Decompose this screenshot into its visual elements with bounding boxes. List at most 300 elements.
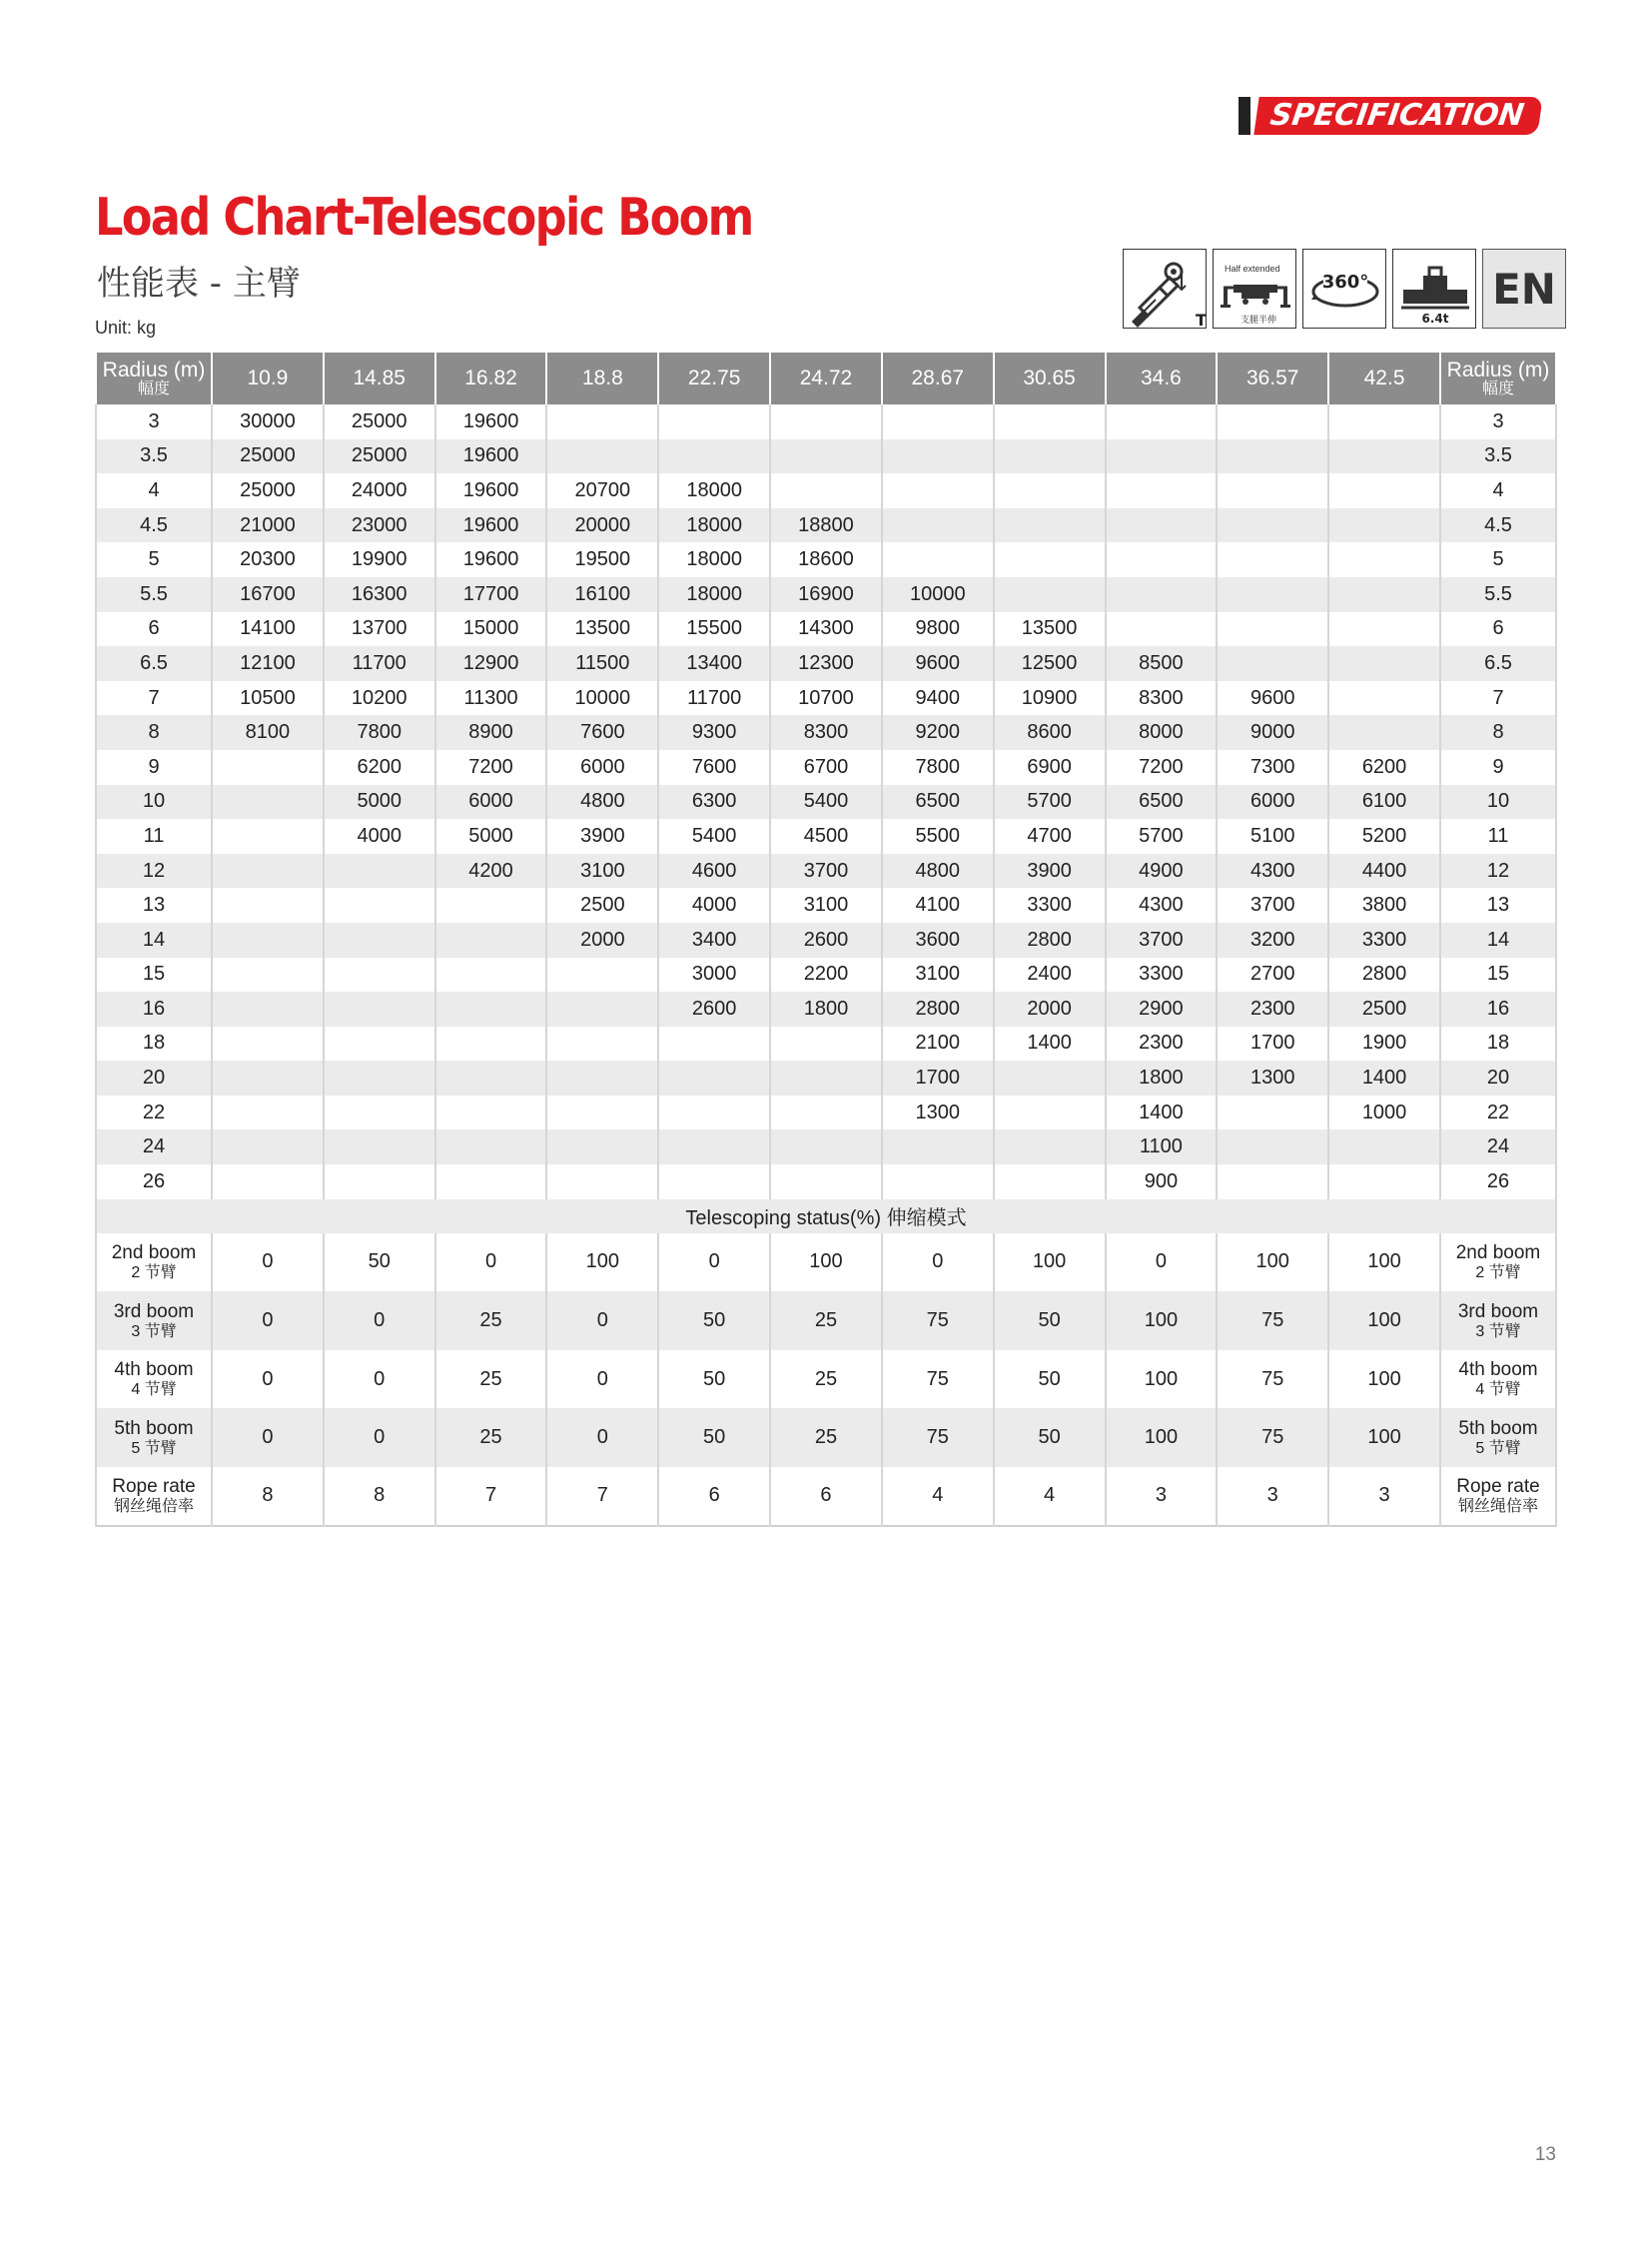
load-cell bbox=[770, 1096, 882, 1130]
load-cell bbox=[994, 473, 1106, 508]
radius-cell: 8 bbox=[96, 715, 212, 750]
radius-cell-right: 5.5 bbox=[1440, 577, 1556, 612]
load-cell bbox=[994, 1164, 1106, 1199]
radius-cell: 9 bbox=[96, 750, 212, 785]
load-cell: 5700 bbox=[994, 785, 1106, 820]
load-cell: 1800 bbox=[770, 992, 882, 1027]
radius-cell-right: 9 bbox=[1440, 750, 1556, 785]
load-cell bbox=[994, 404, 1106, 439]
telescoping-cell: 100 bbox=[1217, 1233, 1328, 1292]
radius-cell: 7 bbox=[96, 681, 212, 716]
load-cell: 8600 bbox=[994, 715, 1106, 750]
telescoping-cell: 75 bbox=[882, 1291, 994, 1350]
radius-cell-right: 6.5 bbox=[1440, 646, 1556, 681]
load-cell: 13700 bbox=[324, 612, 435, 647]
radius-cell-right: 3 bbox=[1440, 404, 1556, 439]
load-cell bbox=[1328, 646, 1440, 681]
load-cell: 6000 bbox=[1217, 785, 1328, 820]
load-cell: 17700 bbox=[435, 577, 547, 612]
load-cell: 4800 bbox=[546, 785, 658, 820]
load-cell: 11700 bbox=[324, 646, 435, 681]
load-cell bbox=[435, 888, 547, 923]
load-cell bbox=[770, 404, 882, 439]
telescoping-cell: 0 bbox=[546, 1350, 658, 1409]
radius-cell-right: 20 bbox=[1440, 1061, 1556, 1096]
radius-cell: 12 bbox=[96, 854, 212, 889]
load-cell bbox=[658, 1096, 770, 1130]
telescoping-cell: 3 bbox=[1328, 1467, 1440, 1526]
telescoping-cell: 25 bbox=[435, 1350, 547, 1409]
unit-label: Unit: kg bbox=[95, 318, 157, 338]
telescoping-label-right: 4th boom 4 节臂 bbox=[1440, 1350, 1556, 1409]
telescoping-cell: 4 bbox=[994, 1467, 1106, 1526]
telescoping-cell: 0 bbox=[435, 1233, 547, 1292]
table-row bbox=[96, 923, 1556, 958]
telescoping-label-right: 2nd boom 2 节臂 bbox=[1440, 1233, 1556, 1292]
load-cell: 5100 bbox=[1217, 819, 1328, 854]
load-cell: 8000 bbox=[1106, 715, 1218, 750]
load-cell bbox=[770, 1061, 882, 1096]
boom-length-header: 36.57 bbox=[1217, 353, 1328, 404]
load-cell: 18000 bbox=[658, 473, 770, 508]
load-cell: 3300 bbox=[1328, 923, 1440, 958]
load-cell bbox=[1106, 508, 1218, 543]
load-cell: 5500 bbox=[882, 819, 994, 854]
load-cell: 1100 bbox=[1106, 1129, 1218, 1164]
telescoping-cell: 0 bbox=[212, 1291, 324, 1350]
load-cell bbox=[212, 1164, 324, 1199]
table-header-row bbox=[96, 353, 1556, 404]
table-row bbox=[96, 785, 1556, 820]
telescoping-cell: 75 bbox=[1217, 1408, 1328, 1467]
load-cell: 2300 bbox=[1217, 992, 1328, 1027]
load-cell bbox=[324, 1096, 435, 1130]
radius-header-right: Radius (m) 幅度 bbox=[1440, 353, 1556, 404]
table-row bbox=[96, 404, 1556, 439]
load-cell bbox=[546, 404, 658, 439]
table-row bbox=[96, 1164, 1556, 1199]
table-row bbox=[96, 542, 1556, 577]
load-cell bbox=[324, 1027, 435, 1062]
load-cell: 1300 bbox=[1217, 1061, 1328, 1096]
load-cell bbox=[1106, 404, 1218, 439]
radius-cell-right: 16 bbox=[1440, 992, 1556, 1027]
telescoping-status-label: Telescoping status(%) 伸缩模式 bbox=[96, 1199, 1556, 1233]
telescoping-cell: 25 bbox=[770, 1291, 882, 1350]
table-row bbox=[96, 992, 1556, 1027]
load-cell bbox=[1328, 1129, 1440, 1164]
badge-bar bbox=[1239, 97, 1250, 135]
telescoping-label-left: 3rd boom 3 节臂 bbox=[96, 1291, 212, 1350]
load-cell: 3600 bbox=[882, 923, 994, 958]
load-cell: 13500 bbox=[994, 612, 1106, 647]
load-cell bbox=[1217, 612, 1328, 647]
load-cell: 15500 bbox=[658, 612, 770, 647]
load-cell bbox=[1217, 542, 1328, 577]
load-cell: 6500 bbox=[882, 785, 994, 820]
telescoping-cell: 75 bbox=[882, 1350, 994, 1409]
load-cell bbox=[1328, 1164, 1440, 1199]
load-cell: 6500 bbox=[1106, 785, 1218, 820]
load-cell: 2800 bbox=[882, 992, 994, 1027]
boom-length-header: 10.9 bbox=[212, 353, 324, 404]
boom-length-header: 18.8 bbox=[546, 353, 658, 404]
load-cell: 3900 bbox=[546, 819, 658, 854]
load-cell: 16300 bbox=[324, 577, 435, 612]
radius-cell-right: 6 bbox=[1440, 612, 1556, 647]
load-cell: 4300 bbox=[1106, 888, 1218, 923]
load-cell: 20000 bbox=[546, 508, 658, 543]
load-cell: 2500 bbox=[546, 888, 658, 923]
telescoping-cell: 50 bbox=[658, 1291, 770, 1350]
load-cell: 4900 bbox=[1106, 854, 1218, 889]
load-cell bbox=[435, 1129, 547, 1164]
radius-cell: 4.5 bbox=[96, 508, 212, 543]
load-cell: 3700 bbox=[1106, 923, 1218, 958]
load-cell: 9600 bbox=[882, 646, 994, 681]
load-cell: 4500 bbox=[770, 819, 882, 854]
radius-cell-right: 11 bbox=[1440, 819, 1556, 854]
telescoping-cell: 7 bbox=[546, 1467, 658, 1526]
load-cell bbox=[435, 1096, 547, 1130]
load-cell bbox=[994, 439, 1106, 474]
load-cell: 10700 bbox=[770, 681, 882, 716]
load-cell bbox=[546, 1096, 658, 1130]
load-cell: 19500 bbox=[546, 542, 658, 577]
telescoping-row bbox=[96, 1291, 1556, 1350]
radius-cell: 26 bbox=[96, 1164, 212, 1199]
telescoping-label-left: 5th boom 5 节臂 bbox=[96, 1408, 212, 1467]
load-cell: 5700 bbox=[1106, 819, 1218, 854]
load-cell bbox=[1217, 439, 1328, 474]
telescoping-cell: 50 bbox=[658, 1408, 770, 1467]
load-cell bbox=[324, 1061, 435, 1096]
load-cell: 1300 bbox=[882, 1096, 994, 1130]
load-cell: 1700 bbox=[882, 1061, 994, 1096]
radius-cell-right: 7 bbox=[1440, 681, 1556, 716]
telescoping-cell: 75 bbox=[1217, 1291, 1328, 1350]
telescopic-boom-icon bbox=[1123, 249, 1207, 329]
load-cell bbox=[212, 819, 324, 854]
load-cell bbox=[1328, 681, 1440, 716]
load-cell: 4700 bbox=[994, 819, 1106, 854]
table-row bbox=[96, 888, 1556, 923]
load-cell: 8300 bbox=[1106, 681, 1218, 716]
condition-icons bbox=[1123, 249, 1566, 329]
load-cell: 14100 bbox=[212, 612, 324, 647]
load-cell: 9000 bbox=[1217, 715, 1328, 750]
load-cell: 2400 bbox=[994, 958, 1106, 993]
table-row bbox=[96, 1096, 1556, 1130]
half-extended-label: Half extended bbox=[1225, 264, 1280, 274]
load-cell bbox=[770, 1164, 882, 1199]
table-row bbox=[96, 750, 1556, 785]
load-cell bbox=[658, 1061, 770, 1096]
radius-cell-right: 10 bbox=[1440, 785, 1556, 820]
language-en-icon: EN bbox=[1482, 249, 1566, 329]
table-row bbox=[96, 958, 1556, 993]
table-row bbox=[96, 681, 1556, 716]
load-cell bbox=[882, 1129, 994, 1164]
load-cell bbox=[435, 1164, 547, 1199]
load-cell bbox=[1328, 577, 1440, 612]
load-cell bbox=[324, 923, 435, 958]
load-cell bbox=[1106, 542, 1218, 577]
load-cell: 11700 bbox=[658, 681, 770, 716]
radius-cell: 6.5 bbox=[96, 646, 212, 681]
load-cell: 2600 bbox=[770, 923, 882, 958]
load-cell: 8100 bbox=[212, 715, 324, 750]
load-cell bbox=[212, 923, 324, 958]
load-cell bbox=[435, 992, 547, 1027]
telescoping-cell: 25 bbox=[770, 1350, 882, 1409]
telescoping-cell: 50 bbox=[324, 1233, 435, 1292]
load-cell bbox=[1217, 646, 1328, 681]
load-cell: 7300 bbox=[1217, 750, 1328, 785]
telescoping-cell: 3 bbox=[1217, 1467, 1328, 1526]
load-cell: 10000 bbox=[882, 577, 994, 612]
load-cell bbox=[324, 958, 435, 993]
load-cell: 12100 bbox=[212, 646, 324, 681]
load-cell: 9200 bbox=[882, 715, 994, 750]
telescoping-cell: 7 bbox=[435, 1467, 547, 1526]
load-cell bbox=[1106, 577, 1218, 612]
radius-cell: 22 bbox=[96, 1096, 212, 1130]
load-cell: 19600 bbox=[435, 404, 547, 439]
load-cell bbox=[546, 1164, 658, 1199]
boom-length-header: 14.85 bbox=[324, 353, 435, 404]
radius-cell: 18 bbox=[96, 1027, 212, 1062]
radius-cell-right: 4.5 bbox=[1440, 508, 1556, 543]
load-cell bbox=[1328, 404, 1440, 439]
load-cell: 30000 bbox=[212, 404, 324, 439]
table-row bbox=[96, 646, 1556, 681]
load-cell bbox=[212, 1061, 324, 1096]
load-cell: 2600 bbox=[658, 992, 770, 1027]
table-row bbox=[96, 439, 1556, 474]
load-cell bbox=[212, 1129, 324, 1164]
load-cell bbox=[882, 508, 994, 543]
rotation-360-icon bbox=[1302, 249, 1386, 329]
load-cell: 12900 bbox=[435, 646, 547, 681]
radius-cell: 11 bbox=[96, 819, 212, 854]
load-cell: 24000 bbox=[324, 473, 435, 508]
load-cell: 4100 bbox=[882, 888, 994, 923]
radius-cell: 5 bbox=[96, 542, 212, 577]
load-values-body bbox=[96, 404, 1556, 1199]
load-cell bbox=[658, 1164, 770, 1199]
load-cell bbox=[212, 1027, 324, 1062]
load-cell: 7800 bbox=[882, 750, 994, 785]
telescoping-cell: 6 bbox=[658, 1467, 770, 1526]
load-cell bbox=[546, 439, 658, 474]
load-cell: 2300 bbox=[1106, 1027, 1218, 1062]
load-cell: 16900 bbox=[770, 577, 882, 612]
radius-cell-right: 5 bbox=[1440, 542, 1556, 577]
radius-cell: 20 bbox=[96, 1061, 212, 1096]
load-cell bbox=[324, 1129, 435, 1164]
load-cell bbox=[1106, 439, 1218, 474]
load-cell: 6900 bbox=[994, 750, 1106, 785]
svg-text:T: T bbox=[1196, 311, 1207, 330]
boom-length-header: 42.5 bbox=[1328, 353, 1440, 404]
load-cell: 25000 bbox=[212, 473, 324, 508]
load-cell: 14300 bbox=[770, 612, 882, 647]
load-cell bbox=[212, 854, 324, 889]
load-cell: 6200 bbox=[1328, 750, 1440, 785]
telescoping-cell: 75 bbox=[1217, 1350, 1328, 1409]
load-cell bbox=[212, 958, 324, 993]
load-cell: 7600 bbox=[546, 715, 658, 750]
load-cell: 4300 bbox=[1217, 854, 1328, 889]
load-cell bbox=[882, 542, 994, 577]
telescoping-cell: 0 bbox=[882, 1233, 994, 1292]
load-cell bbox=[994, 508, 1106, 543]
load-cell: 25000 bbox=[324, 439, 435, 474]
load-cell bbox=[435, 923, 547, 958]
load-cell: 7600 bbox=[658, 750, 770, 785]
load-cell: 13400 bbox=[658, 646, 770, 681]
radius-cell-right: 18 bbox=[1440, 1027, 1556, 1062]
load-cell: 12500 bbox=[994, 646, 1106, 681]
load-cell: 2100 bbox=[882, 1027, 994, 1062]
load-cell: 2900 bbox=[1106, 992, 1218, 1027]
load-cell bbox=[1328, 473, 1440, 508]
telescoping-label-right: 3rd boom 3 节臂 bbox=[1440, 1291, 1556, 1350]
telescoping-cell: 75 bbox=[882, 1408, 994, 1467]
load-cell: 4000 bbox=[658, 888, 770, 923]
telescoping-cell: 25 bbox=[435, 1408, 547, 1467]
load-cell: 8900 bbox=[435, 715, 547, 750]
load-cell bbox=[546, 1061, 658, 1096]
load-cell: 2700 bbox=[1217, 958, 1328, 993]
telescoping-cell: 6 bbox=[770, 1467, 882, 1526]
telescoping-cell: 8 bbox=[324, 1467, 435, 1526]
load-cell: 8500 bbox=[1106, 646, 1218, 681]
load-cell: 6700 bbox=[770, 750, 882, 785]
telescoping-cell: 100 bbox=[770, 1233, 882, 1292]
load-cell bbox=[882, 439, 994, 474]
load-cell bbox=[435, 958, 547, 993]
load-cell bbox=[324, 888, 435, 923]
radius-header-left: Radius (m) 幅度 bbox=[96, 353, 212, 404]
counterweight-icon bbox=[1392, 249, 1476, 329]
telescoping-label-left: 2nd boom 2 节臂 bbox=[96, 1233, 212, 1292]
load-cell: 19600 bbox=[435, 439, 547, 474]
load-cell bbox=[1328, 542, 1440, 577]
load-cell: 18000 bbox=[658, 508, 770, 543]
page-title: Load Chart-Telescopic Boom bbox=[95, 188, 753, 248]
load-cell: 2200 bbox=[770, 958, 882, 993]
boom-length-header: 30.65 bbox=[994, 353, 1106, 404]
load-cell: 7200 bbox=[1106, 750, 1218, 785]
telescoping-label-left: 4th boom 4 节臂 bbox=[96, 1350, 212, 1409]
radius-cell-right: 14 bbox=[1440, 923, 1556, 958]
load-cell: 16700 bbox=[212, 577, 324, 612]
load-cell: 6100 bbox=[1328, 785, 1440, 820]
load-cell: 5000 bbox=[435, 819, 547, 854]
load-cell: 2500 bbox=[1328, 992, 1440, 1027]
telescoping-cell: 4 bbox=[882, 1467, 994, 1526]
table-row bbox=[96, 854, 1556, 889]
radius-cell: 3.5 bbox=[96, 439, 212, 474]
load-cell: 20700 bbox=[546, 473, 658, 508]
load-cell bbox=[1106, 473, 1218, 508]
radius-cell: 3 bbox=[96, 404, 212, 439]
load-cell: 6300 bbox=[658, 785, 770, 820]
radius-cell: 5.5 bbox=[96, 577, 212, 612]
page-subtitle-cn: 性能表 - 主臂 bbox=[97, 264, 301, 304]
load-cell bbox=[435, 1027, 547, 1062]
load-cell: 3100 bbox=[546, 854, 658, 889]
load-cell: 18600 bbox=[770, 542, 882, 577]
load-cell: 4200 bbox=[435, 854, 547, 889]
telescoping-cell: 100 bbox=[1106, 1408, 1218, 1467]
load-cell bbox=[212, 888, 324, 923]
telescoping-cell: 100 bbox=[1328, 1350, 1440, 1409]
telescoping-cell: 0 bbox=[212, 1408, 324, 1467]
load-cell bbox=[770, 473, 882, 508]
telescoping-cell: 100 bbox=[1328, 1233, 1440, 1292]
telescoping-cell: 0 bbox=[324, 1350, 435, 1409]
load-cell bbox=[770, 439, 882, 474]
load-cell bbox=[1106, 612, 1218, 647]
load-cell bbox=[658, 404, 770, 439]
load-cell bbox=[324, 1164, 435, 1199]
load-cell: 18000 bbox=[658, 542, 770, 577]
telescoping-cell: 0 bbox=[212, 1350, 324, 1409]
load-cell bbox=[212, 992, 324, 1027]
load-cell: 8300 bbox=[770, 715, 882, 750]
load-cell bbox=[882, 404, 994, 439]
load-cell: 9400 bbox=[882, 681, 994, 716]
load-cell: 5400 bbox=[770, 785, 882, 820]
radius-cell-right: 15 bbox=[1440, 958, 1556, 993]
load-cell: 5000 bbox=[324, 785, 435, 820]
load-cell: 1400 bbox=[1106, 1096, 1218, 1130]
load-cell: 3300 bbox=[994, 888, 1106, 923]
load-cell: 11300 bbox=[435, 681, 547, 716]
load-cell: 3800 bbox=[1328, 888, 1440, 923]
telescoping-cell: 0 bbox=[546, 1408, 658, 1467]
counterweight-label: 6.4t bbox=[1421, 312, 1449, 326]
boom-length-header: 24.72 bbox=[770, 353, 882, 404]
load-cell: 3700 bbox=[1217, 888, 1328, 923]
half-extended-outrigger-icon bbox=[1213, 249, 1296, 329]
telescoping-cell: 0 bbox=[1106, 1233, 1218, 1292]
load-cell: 3300 bbox=[1106, 958, 1218, 993]
radius-cell: 13 bbox=[96, 888, 212, 923]
load-cell bbox=[546, 1027, 658, 1062]
load-cell: 12300 bbox=[770, 646, 882, 681]
telescoping-cell: 0 bbox=[324, 1291, 435, 1350]
load-cell bbox=[658, 1027, 770, 1062]
load-cell: 9300 bbox=[658, 715, 770, 750]
load-cell: 19600 bbox=[435, 473, 547, 508]
load-cell: 2000 bbox=[994, 992, 1106, 1027]
load-cell: 3000 bbox=[658, 958, 770, 993]
specification-badge bbox=[1239, 97, 1540, 135]
half-extended-cn-label: 支腿半伸 bbox=[1240, 315, 1277, 325]
telescoping-cell: 100 bbox=[1328, 1291, 1440, 1350]
telescoping-cell: 50 bbox=[994, 1291, 1106, 1350]
table-row bbox=[96, 819, 1556, 854]
load-cell bbox=[1217, 508, 1328, 543]
load-cell bbox=[1217, 577, 1328, 612]
telescoping-row bbox=[96, 1467, 1556, 1526]
telescoping-cell: 50 bbox=[994, 1350, 1106, 1409]
load-cell: 9800 bbox=[882, 612, 994, 647]
